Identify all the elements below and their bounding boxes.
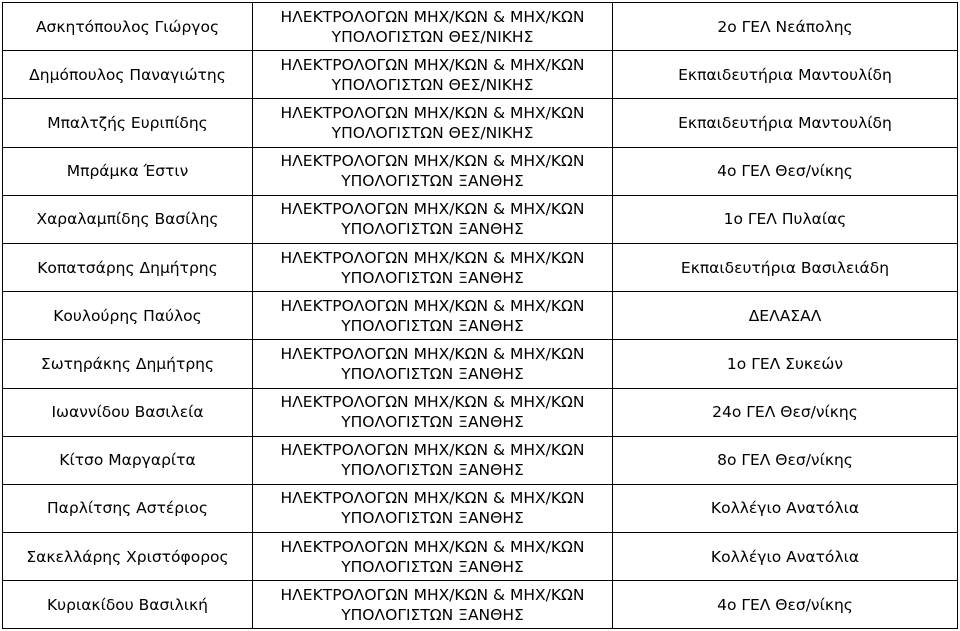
department-cell bbox=[253, 243, 613, 291]
department-line-1: ΗΛΕΚΤΡΟΛΟΓΩΝ ΜΗΧ/ΚΩΝ & ΜΗΧ/ΚΩΝ bbox=[280, 585, 585, 604]
department-cell bbox=[253, 147, 613, 195]
table-row bbox=[3, 292, 958, 340]
table-row bbox=[3, 533, 958, 581]
department-cell bbox=[253, 581, 613, 629]
department-cell bbox=[253, 533, 613, 581]
department-line-2: ΥΠΟΛΟΓΙΣΤΩΝ ΞΑΝΘΗΣ bbox=[341, 461, 524, 480]
table-row bbox=[3, 147, 958, 195]
department-line-1: ΗΛΕΚΤΡΟΛΟΓΩΝ ΜΗΧ/ΚΩΝ & ΜΗΧ/ΚΩΝ bbox=[280, 441, 585, 460]
department-line-1: ΗΛΕΚΤΡΟΛΟΓΩΝ ΜΗΧ/ΚΩΝ & ΜΗΧ/ΚΩΝ bbox=[280, 537, 585, 556]
school-cell: Κολλέγιο Ανατόλια bbox=[613, 484, 958, 532]
student-name-cell: Σακελλάρης Χριστόφορος bbox=[3, 533, 253, 581]
student-name-cell: Μπαλτζής Ευριπίδης bbox=[3, 99, 253, 147]
student-name-cell: Ασκητόπουλος Γιώργος bbox=[3, 3, 253, 51]
department-line-1: ΗΛΕΚΤΡΟΛΟΓΩΝ ΜΗΧ/ΚΩΝ & ΜΗΧ/ΚΩΝ bbox=[280, 344, 585, 363]
student-name-cell: Ιωαννίδου Βασιλεία bbox=[3, 388, 253, 436]
school-cell: 1ο ΓΕΛ Πυλαίας bbox=[613, 195, 958, 243]
student-name-cell: Κίτσο Μαργαρίτα bbox=[3, 436, 253, 484]
department-line-1: ΗΛΕΚΤΡΟΛΟΓΩΝ ΜΗΧ/ΚΩΝ & ΜΗΧ/ΚΩΝ bbox=[280, 200, 585, 219]
department-line-2: ΥΠΟΛΟΓΙΣΤΩΝ ΞΑΝΘΗΣ bbox=[341, 364, 524, 383]
department-line-1: ΗΛΕΚΤΡΟΛΟΓΩΝ ΜΗΧ/ΚΩΝ & ΜΗΧ/ΚΩΝ bbox=[280, 103, 585, 122]
department-line-2: ΥΠΟΛΟΓΙΣΤΩΝ ΘΕΣ/ΝΙΚΗΣ bbox=[331, 27, 534, 46]
department-line-1: ΗΛΕΚΤΡΟΛΟΓΩΝ ΜΗΧ/ΚΩΝ & ΜΗΧ/ΚΩΝ bbox=[280, 393, 585, 412]
student-name-cell: Χαραλαμπίδης Βασίλης bbox=[3, 195, 253, 243]
student-name-cell: Μπράμκα Έστιν bbox=[3, 147, 253, 195]
department-cell bbox=[253, 436, 613, 484]
department-cell bbox=[253, 195, 613, 243]
student-name-cell: Παρλίτσης Αστέριος bbox=[3, 484, 253, 532]
department-line-2: ΥΠΟΛΟΓΙΣΤΩΝ ΞΑΝΘΗΣ bbox=[341, 268, 524, 287]
school-cell: 4ο ΓΕΛ Θεσ/νίκης bbox=[613, 581, 958, 629]
student-results-table bbox=[2, 2, 958, 629]
school-cell: 24ο ΓΕΛ Θεσ/νίκης bbox=[613, 388, 958, 436]
school-cell: 2ο ΓΕΛ Νεάπολης bbox=[613, 3, 958, 51]
school-cell: 1ο ΓΕΛ Συκεών bbox=[613, 340, 958, 388]
department-line-1: ΗΛΕΚΤΡΟΛΟΓΩΝ ΜΗΧ/ΚΩΝ & ΜΗΧ/ΚΩΝ bbox=[280, 248, 585, 267]
department-line-2: ΥΠΟΛΟΓΙΣΤΩΝ ΞΑΝΘΗΣ bbox=[341, 509, 524, 528]
school-cell: Κολλέγιο Ανατόλια bbox=[613, 533, 958, 581]
table-row bbox=[3, 340, 958, 388]
table-body bbox=[3, 3, 958, 629]
school-cell: 8ο ΓΕΛ Θεσ/νίκης bbox=[613, 436, 958, 484]
department-cell bbox=[253, 51, 613, 99]
table-row bbox=[3, 195, 958, 243]
department-cell bbox=[253, 388, 613, 436]
student-name-cell: Κουλούρης Παύλος bbox=[3, 292, 253, 340]
department-line-2: ΥΠΟΛΟΓΙΣΤΩΝ ΞΑΝΘΗΣ bbox=[341, 557, 524, 576]
student-name-cell: Δημόπουλος Παναγιώτης bbox=[3, 51, 253, 99]
department-line-2: ΥΠΟΛΟΓΙΣΤΩΝ ΘΕΣ/ΝΙΚΗΣ bbox=[331, 123, 534, 142]
department-line-1: ΗΛΕΚΤΡΟΛΟΓΩΝ ΜΗΧ/ΚΩΝ & ΜΗΧ/ΚΩΝ bbox=[280, 489, 585, 508]
department-cell bbox=[253, 99, 613, 147]
table-row bbox=[3, 581, 958, 629]
student-name-cell: Κυριακίδου Βασιλική bbox=[3, 581, 253, 629]
department-line-1: ΗΛΕΚΤΡΟΛΟΓΩΝ ΜΗΧ/ΚΩΝ & ΜΗΧ/ΚΩΝ bbox=[280, 296, 585, 315]
department-line-1: ΗΛΕΚΤΡΟΛΟΓΩΝ ΜΗΧ/ΚΩΝ & ΜΗΧ/ΚΩΝ bbox=[280, 55, 585, 74]
student-name-cell: Κοπατσάρης Δημήτρης bbox=[3, 243, 253, 291]
table-row bbox=[3, 388, 958, 436]
school-cell: ΔΕΛΑΣΑΛ bbox=[613, 292, 958, 340]
school-cell: 4ο ΓΕΛ Θεσ/νίκης bbox=[613, 147, 958, 195]
department-line-2: ΥΠΟΛΟΓΙΣΤΩΝ ΞΑΝΘΗΣ bbox=[341, 316, 524, 335]
department-line-2: ΥΠΟΛΟΓΙΣΤΩΝ ΘΕΣ/ΝΙΚΗΣ bbox=[331, 75, 534, 94]
student-name-cell: Σωτηράκης Δημήτρης bbox=[3, 340, 253, 388]
table-row bbox=[3, 3, 958, 51]
table-row bbox=[3, 484, 958, 532]
department-cell bbox=[253, 484, 613, 532]
department-line-2: ΥΠΟΛΟΓΙΣΤΩΝ ΞΑΝΘΗΣ bbox=[341, 172, 524, 191]
department-line-2: ΥΠΟΛΟΓΙΣΤΩΝ ΞΑΝΘΗΣ bbox=[341, 220, 524, 239]
table-row bbox=[3, 51, 958, 99]
school-cell: Εκπαιδευτήρια Μαντουλίδη bbox=[613, 51, 958, 99]
school-cell: Εκπαιδευτήρια Μαντουλίδη bbox=[613, 99, 958, 147]
department-line-1: ΗΛΕΚΤΡΟΛΟΓΩΝ ΜΗΧ/ΚΩΝ & ΜΗΧ/ΚΩΝ bbox=[280, 7, 585, 26]
department-line-1: ΗΛΕΚΤΡΟΛΟΓΩΝ ΜΗΧ/ΚΩΝ & ΜΗΧ/ΚΩΝ bbox=[280, 152, 585, 171]
department-cell bbox=[253, 340, 613, 388]
department-line-2: ΥΠΟΛΟΓΙΣΤΩΝ ΞΑΝΘΗΣ bbox=[341, 605, 524, 624]
table-row bbox=[3, 243, 958, 291]
department-cell bbox=[253, 3, 613, 51]
department-cell bbox=[253, 292, 613, 340]
table-row bbox=[3, 436, 958, 484]
school-cell: Εκπαιδευτήρια Βασιλειάδη bbox=[613, 243, 958, 291]
table-row bbox=[3, 99, 958, 147]
department-line-2: ΥΠΟΛΟΓΙΣΤΩΝ ΞΑΝΘΗΣ bbox=[341, 413, 524, 432]
